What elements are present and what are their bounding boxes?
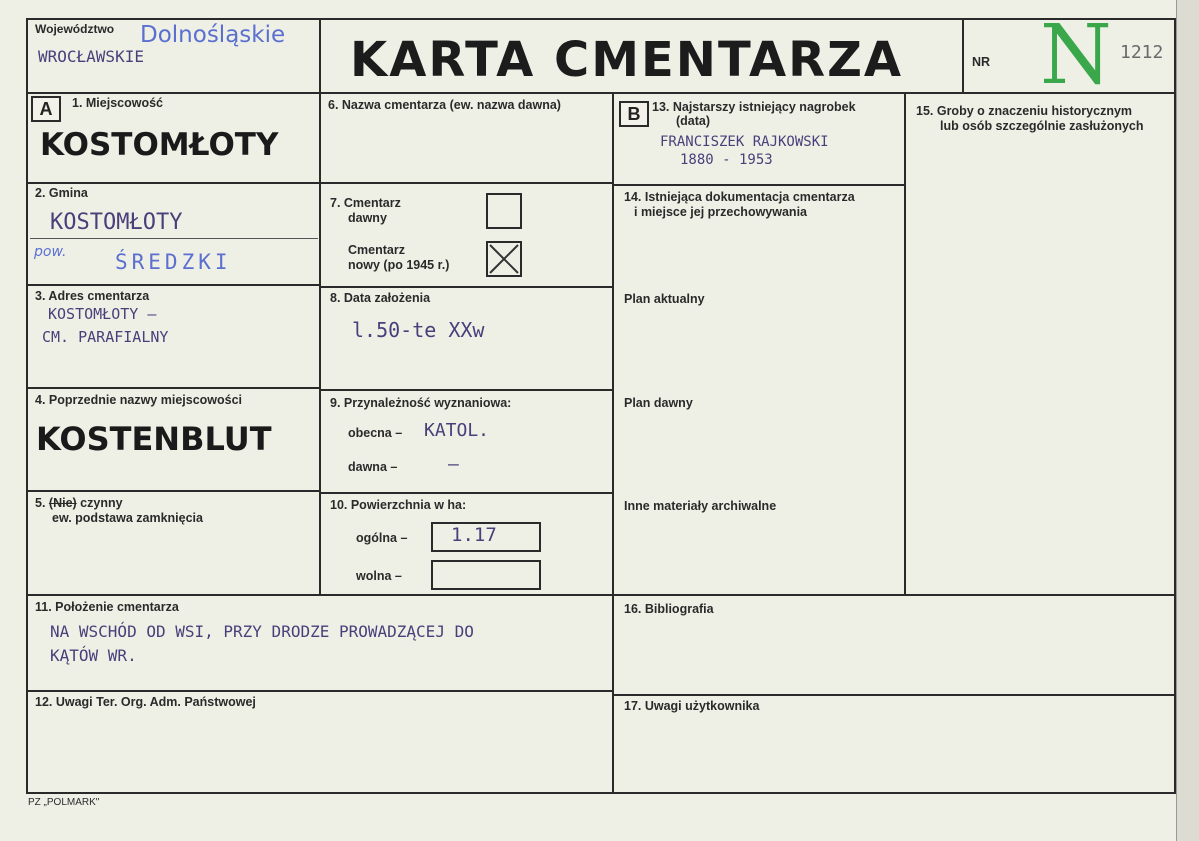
- f4-label: 4. Poprzednie nazwy miejscowości: [35, 393, 243, 407]
- f10-wolna: wolna –: [356, 569, 402, 583]
- f2-value: KOSTOMŁOTY: [50, 210, 183, 235]
- f11-line2: KĄTÓW WR.: [50, 646, 137, 665]
- row-line-4: [26, 490, 320, 492]
- f2-powiat-prefix: pow.: [34, 244, 67, 260]
- row-line-5: [26, 594, 1176, 596]
- nr-letter: N: [1040, 8, 1112, 103]
- f15-label1: 15. Groby o znaczeniu historycznym: [916, 104, 1133, 118]
- f7-dawny: dawny: [348, 211, 387, 225]
- ogolna-field[interactable]: [431, 522, 541, 552]
- dawny-checkbox[interactable]: [486, 193, 522, 229]
- f1-value: KOSTOMŁOTY: [40, 127, 279, 163]
- f5-nie: (Nie): [48, 496, 77, 510]
- plan-aktualny-label: Plan aktualny: [624, 292, 705, 306]
- plan-dawny-label: Plan dawny: [624, 396, 693, 410]
- row-line-1: [26, 182, 320, 184]
- f3-line2: CM. PARAFIALNY: [42, 328, 169, 346]
- col-divider-3: [904, 92, 906, 596]
- f7-nowy1: Cmentarz: [348, 243, 405, 257]
- f13-line2: 1880 - 1953: [680, 152, 773, 168]
- header-divider: [26, 92, 1176, 94]
- f12-label: 12. Uwagi Ter. Org. Adm. Państwowej: [35, 695, 256, 709]
- f8-value: l.50-te XXw: [352, 318, 485, 342]
- col-divider-1: [319, 18, 321, 594]
- frame-left: [26, 18, 28, 794]
- f2-label: 2. Gmina: [35, 186, 88, 200]
- f3-label: 3. Adres cmentarza: [35, 289, 150, 303]
- f15-label2: lub osób szczególnie zasłużonych: [940, 119, 1144, 133]
- section-b-badge: B: [619, 101, 649, 127]
- frame-top: [26, 18, 1176, 20]
- row-line-6: [26, 690, 614, 692]
- nr-value: 1212: [1120, 42, 1164, 63]
- f14-label1: 14. Istniejąca dokumentacja cmentarza: [624, 190, 855, 204]
- mid-line-3: [319, 389, 614, 391]
- col-divider-2: [612, 92, 614, 792]
- gmina-underline: [30, 238, 318, 239]
- f5-label2: ew. podstawa zamknięcia: [52, 511, 203, 525]
- f11-label: 11. Położenie cmentarza: [35, 600, 179, 614]
- f17-label: 17. Uwagi użytkownika: [624, 699, 760, 713]
- f9-dawna-value: –: [448, 454, 459, 475]
- wojewodztwo-value: WROCŁAWSKIE: [38, 47, 144, 66]
- mid-line-4: [319, 492, 614, 494]
- f5-label: 5. (Nie) czynny: [35, 496, 123, 510]
- frame-bottom: [26, 792, 1176, 794]
- f3-line1: KOSTOMŁOTY —: [48, 305, 157, 323]
- row-line-6b: [612, 694, 1176, 696]
- f6-label: 6. Nazwa cmentarza (ew. nazwa dawna): [328, 98, 561, 112]
- nr-label: NR: [972, 55, 991, 69]
- f5-czynny: czynny: [80, 496, 123, 510]
- f13-line1: FRANCISZEK RAJKOWSKI: [660, 134, 829, 150]
- f14-label2: i miejsce jej przechowywania: [634, 205, 807, 219]
- f13-label2: (data): [676, 114, 711, 128]
- f1-label: 1. Miejscowość: [72, 96, 164, 110]
- f10-ogolna: ogólna –: [356, 531, 408, 545]
- row-line-3: [26, 387, 320, 389]
- f10-label: 10. Powierzchnia w ha:: [330, 498, 467, 512]
- f7-label: 7. Cmentarz: [330, 196, 401, 210]
- f9-obecna-value: KATOL.: [424, 420, 490, 441]
- f11-line1: NA WSCHÓD OD WSI, PRZY DRODZE PROWADZĄCEJ DO: [50, 622, 474, 641]
- f4-value: KOSTENBLUT: [36, 420, 272, 458]
- f16-label: 16. Bibliografia: [624, 602, 714, 616]
- wojewodztwo-stamp: Dolnośląskie: [140, 22, 286, 48]
- f9-obecna: obecna –: [348, 426, 403, 440]
- f2-powiat: ŚREDZKI: [115, 250, 232, 274]
- f9-dawna: dawna –: [348, 460, 398, 474]
- wojewodztwo-label: Województwo: [35, 22, 115, 36]
- nowy-checkbox[interactable]: [486, 241, 522, 277]
- nr-divider: [962, 18, 964, 94]
- inne-materialy-label: Inne materiały archiwalne: [624, 499, 777, 513]
- row-line-2: [26, 284, 320, 286]
- b-line-1: [612, 184, 906, 186]
- mid-line-1: [319, 182, 614, 184]
- section-a-badge: A: [31, 96, 61, 122]
- f9-label: 9. Przynależność wyznaniowa:: [330, 396, 512, 410]
- f7-nowy2: nowy (po 1945 r.): [348, 258, 450, 272]
- page-title: KARTA CMENTARZA: [350, 32, 904, 88]
- checked-mark-icon: [488, 243, 520, 275]
- f10-ogolna-value: 1.17: [451, 524, 497, 546]
- f13-label1: 13. Najstarszy istniejący nagrobek: [652, 100, 856, 114]
- mid-line-2: [319, 286, 614, 288]
- f8-label: 8. Data założenia: [330, 291, 431, 305]
- wolna-field[interactable]: [431, 560, 541, 590]
- card-edge: [1176, 0, 1199, 841]
- printer-imprint: PZ „POLMARK": [28, 797, 100, 808]
